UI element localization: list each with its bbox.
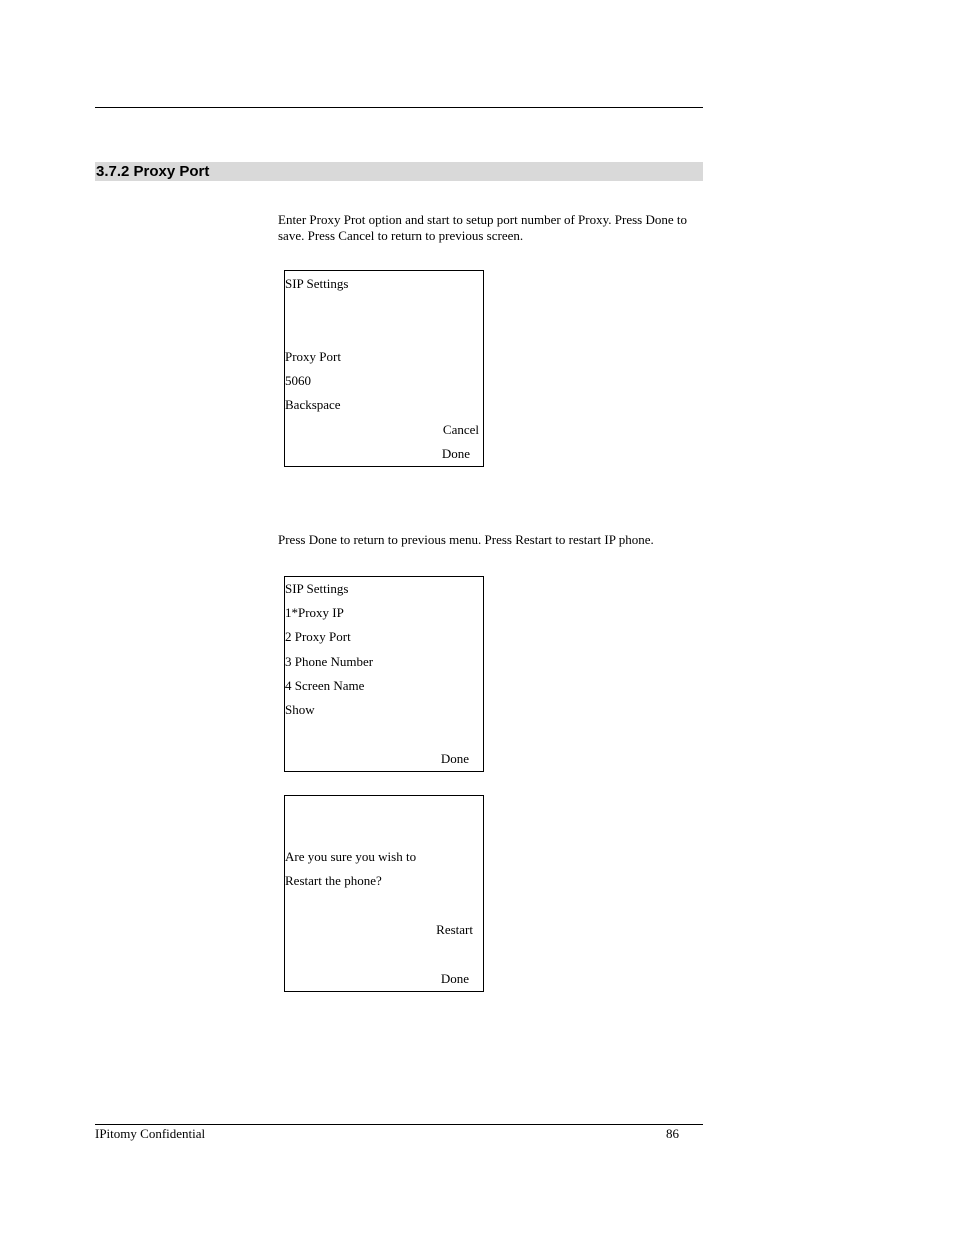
second-paragraph: Press Done to return to previous menu. Press Restart to restart IP phone.: [278, 532, 654, 547]
menu-item-proxy-ip[interactable]: 1*Proxy IP: [285, 605, 344, 620]
phone-screen-proxy-port: [284, 270, 484, 467]
field-label: Proxy Port: [285, 349, 341, 364]
confirm-text-line1: Are you sure you wish to: [285, 849, 417, 864]
screen-title: SIP Settings: [285, 276, 349, 291]
menu-item-proxy-port[interactable]: 2 Proxy Port: [285, 629, 351, 644]
done-softkey[interactable]: Done: [440, 971, 469, 986]
cancel-softkey[interactable]: Cancel: [442, 422, 479, 437]
footer-confidential: IPitomy Confidential: [95, 1126, 206, 1141]
page-number: 86: [666, 1126, 679, 1141]
phone-screen-restart-confirm: [284, 795, 484, 992]
header-rule: [95, 107, 703, 108]
show-softkey[interactable]: Show: [285, 702, 315, 717]
screen-title: SIP Settings: [285, 581, 349, 596]
phone-screen-sip-settings: [284, 576, 484, 772]
section-heading: 3.7.2 Proxy Port: [95, 162, 703, 181]
menu-item-phone-number[interactable]: 3 Phone Number: [285, 654, 374, 669]
done-softkey[interactable]: Done: [441, 446, 470, 461]
footer-rule: [95, 1124, 703, 1125]
menu-item-screen-name[interactable]: 4 Screen Name: [285, 678, 365, 693]
done-softkey[interactable]: Done: [440, 751, 469, 766]
intro-paragraph: Enter Proxy Prot option and start to setup port number of Proxy. Press Done to save. Press Cancel to return to previous screen.: [278, 212, 687, 243]
backspace-softkey[interactable]: Backspace: [285, 397, 341, 412]
restart-softkey[interactable]: Restart: [436, 922, 473, 937]
confirm-text-line2: Restart the phone?: [285, 873, 382, 888]
port-input[interactable]: 5060: [285, 373, 311, 388]
